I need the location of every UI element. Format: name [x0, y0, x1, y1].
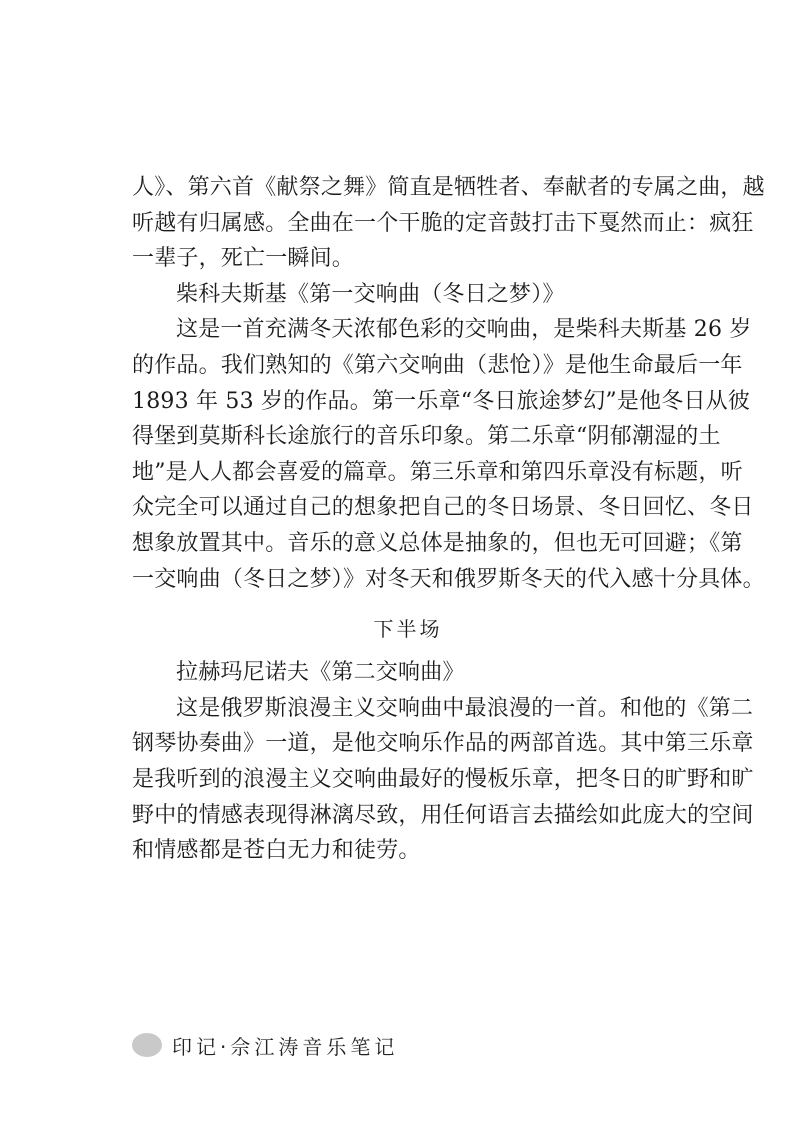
text-line: 得堡到莫斯科长途旅行的音乐印象。第二乐章“阴郁潮湿的土: [132, 424, 721, 450]
text-line: 的作品。我们熟知的《第六交响曲（悲怆）》是他生命最后一年: [132, 352, 743, 378]
piece-title-tchaikovsky: 柴科夫斯基《第一交响曲（冬日之梦）》: [176, 281, 565, 307]
footer-book-title: 印记·佘江涛音乐笔记: [172, 1034, 399, 1059]
piece-title-rachmaninoff: 拉赫玛尼诺夫《第二交响曲》: [176, 660, 465, 686]
text-line: 这是俄罗斯浪漫主义交响曲中最浪漫的一首。和他的《第二: [176, 695, 754, 721]
text-line: 一交响曲（冬日之梦）》对冬天和俄罗斯冬天的代入感十分具体。: [132, 566, 765, 592]
text-line: 这是一首充满冬天浓郁色彩的交响曲，是柴科夫斯基 26 岁: [176, 317, 752, 343]
footer-ornament-icon: [132, 1033, 162, 1057]
text-line: 人》、第六首《献祭之舞》简直是牺牲者、奉献者的专属之曲，越: [132, 175, 765, 200]
text-line: 一辈子，死亡一瞬间。: [132, 246, 355, 272]
text-line: 想象放置其中。音乐的意义总体是抽象的，但也无可回避；《第: [132, 530, 743, 556]
text-line: 钢琴协奏曲》一道，是他交响乐作品的两部首选。其中第三乐章: [132, 731, 754, 757]
text-line: 和情感都是苍白无力和徒劳。: [132, 838, 421, 864]
text-line: 野中的情感表现得淋漓尽致，用任何语言去描绘如此庞大的空间: [132, 802, 754, 828]
body-text: [132, 170, 765, 869]
section-heading: 下半场: [373, 617, 443, 642]
running-footer: [132, 1028, 398, 1062]
text-line: 地”是人人都会喜爱的篇章。第三乐章和第四乐章没有标题，听: [132, 459, 743, 485]
text-line: 是我听到的浪漫主义交响曲最好的慢板乐章，把冬日的旷野和旷: [132, 766, 754, 792]
text-line: 众完全可以通过自己的想象把自己的冬日场景、冬日回忆、冬日: [132, 495, 754, 521]
text-line: 听越有归属感。全曲在一个干脆的定音鼓打击下戛然而止：疯狂: [132, 210, 754, 236]
text-line: 1893 年 53 岁的作品。第一乐章“冬日旅途梦幻”是他冬日从彼: [132, 388, 751, 414]
